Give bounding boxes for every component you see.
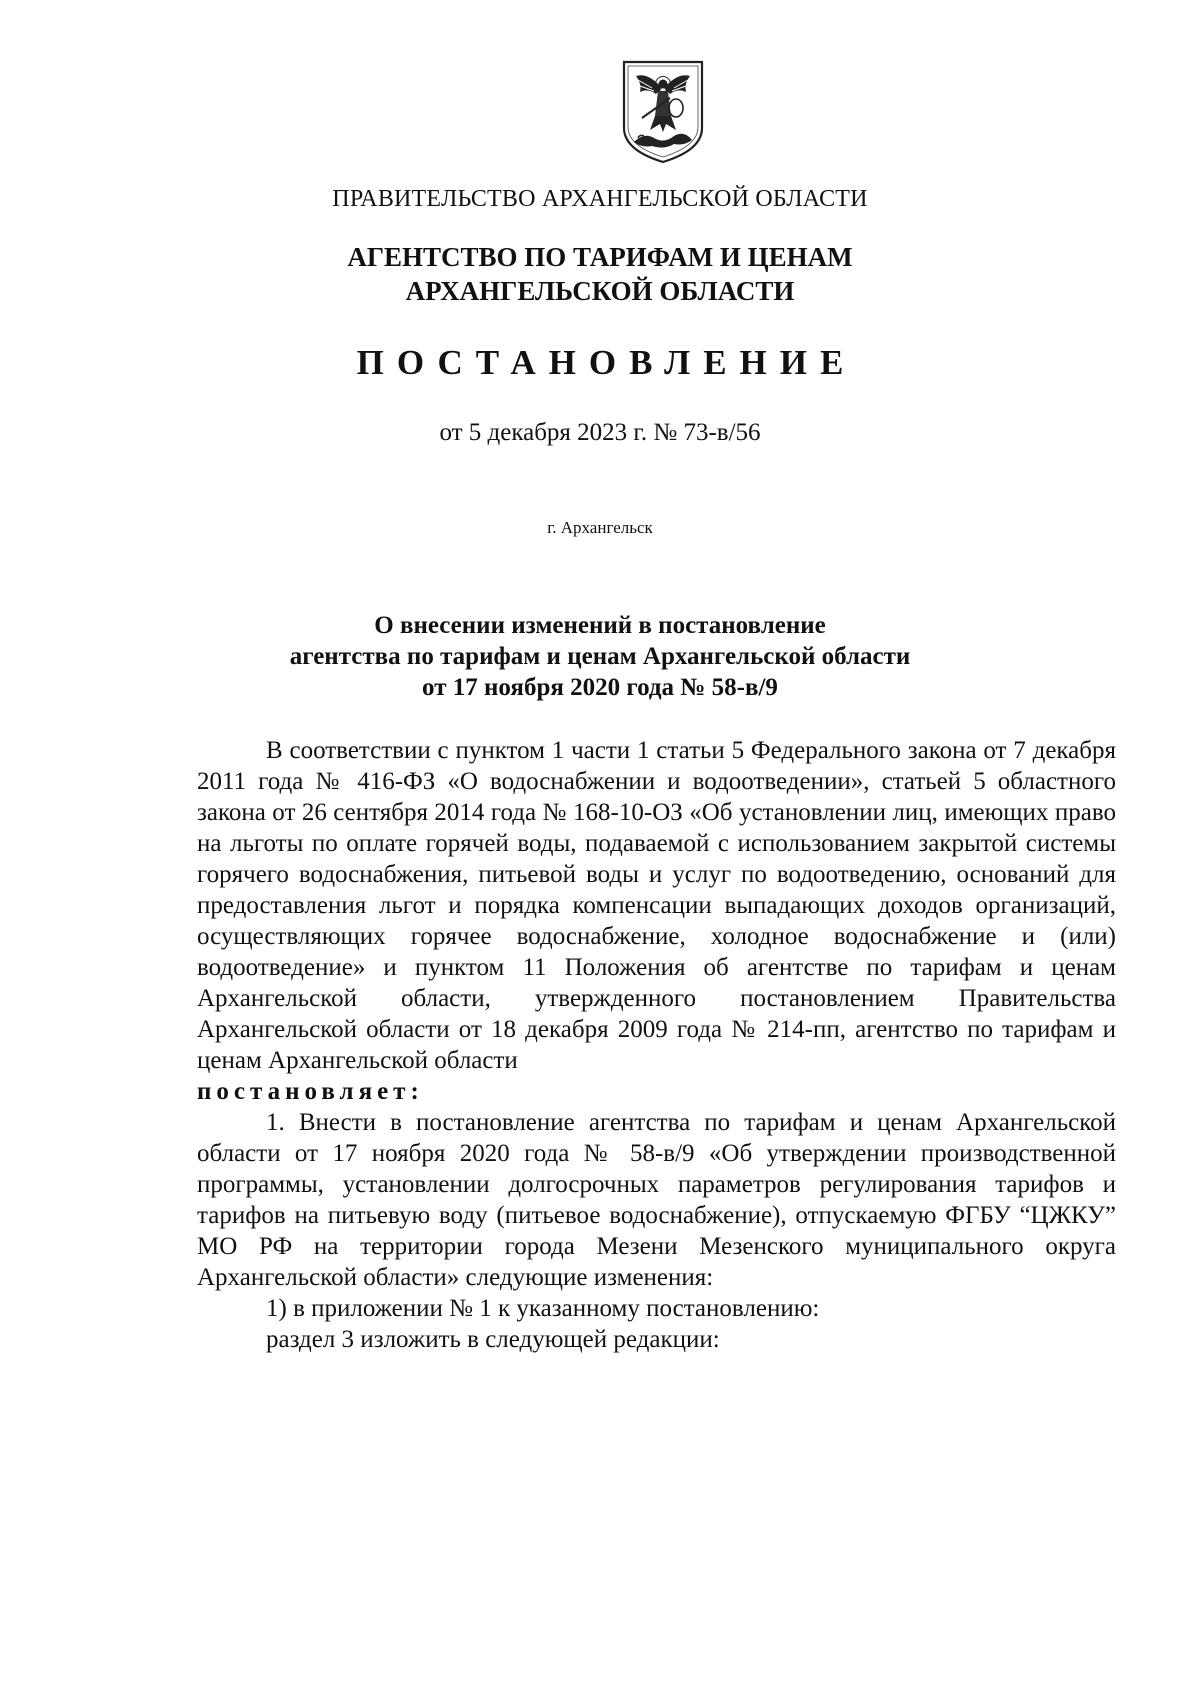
agency-name-line1: АГЕНТСТВО ПО ТАРИФАМ И ЦЕНАМ xyxy=(347,242,853,272)
preamble-paragraph: В соответствии с пунктом 1 части 1 статьи 5 Федерального закона от 7 декабря 2011 года № 416-ФЗ «О водоснабжении и водоотведении», статьей 5 областного закона от 26 сентября 2014 года № 168-10-ОЗ «Об установлении лиц, имеющих право на льготы по оплате горячей воды, подаваемой с использованием закрытой системы горячего водоснабжения, питьевой воды и услуг по водоотведению, оснований для предоставления льгот и порядка компенсации выпадающих доходов организаций, осуществляющих горячее водоснабжение, холодное водоснабжение и (или) водоотведение» и пунктом 11 Положения об агентстве по тарифам и ценам Архангельской области, утвержденного постановлением Правительства Архангельской области от 18 декабря 2009 года № 214-пп, агентство по тарифам и ценам Архангельской области xyxy=(197,737,1116,1074)
section-note-paragraph: раздел 3 изложить в следующей редакции: xyxy=(266,1326,720,1353)
city-name: г. Архангельск xyxy=(547,518,653,537)
document-subject xyxy=(0,610,1200,703)
resolves-word: постановляет: xyxy=(197,1078,424,1105)
government-name: ПРАВИТЕЛЬСТВО АРХАНГЕЛЬСКОЙ ОБЛАСТИ xyxy=(332,186,868,212)
coat-of-arms-icon xyxy=(618,58,708,166)
subitem-1-paragraph: 1) в приложении № 1 к указанному постановлению: xyxy=(266,1295,820,1322)
subject-line2: агентства по тарифам и ценам Архангельской области xyxy=(289,643,911,670)
document-body xyxy=(197,735,1116,1355)
agency-name-line2: АРХАНГЕЛЬСКОЙ ОБЛАСТИ xyxy=(405,276,795,306)
agency-name xyxy=(0,240,1200,308)
item-1-paragraph: 1. Внести в постановление агентства по тарифам и ценам Архангельской области от 17 ноября 2020 года № 58-в/9 «Об утверждении производственной программы, установлении долгосрочных параметров регулирования тарифов и тарифов на питьевую воду (питьевое водоснабжение), отпускаемую ФГБУ “ЦЖКУ” МО РФ на территории города Мезени Мезенского муниципального округа Архангельской области» следующие изменения: xyxy=(197,1109,1116,1291)
subject-line3: от 17 ноября 2020 года № 58-в/9 xyxy=(422,674,778,701)
document-type-title: ПОСТАНОВЛЕНИЕ xyxy=(356,343,857,382)
subject-line1: О внесении изменений в постановление xyxy=(374,612,826,639)
decree-date-number: от 5 декабря 2023 г. № 73-в/56 xyxy=(439,419,761,446)
